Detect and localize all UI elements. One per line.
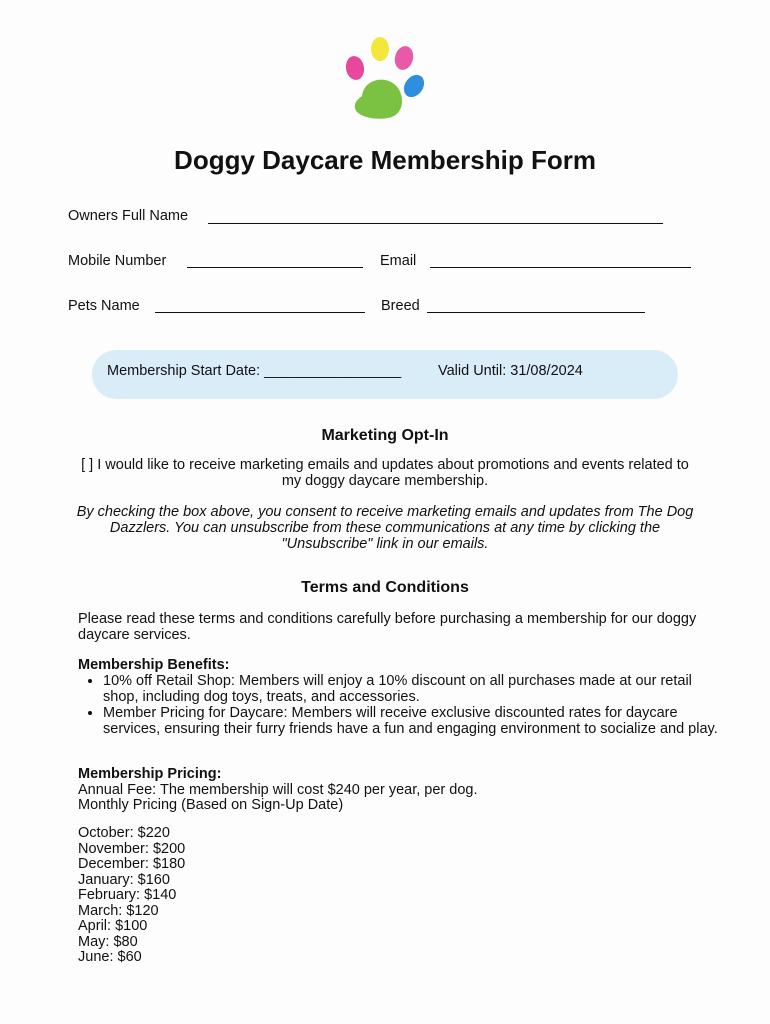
owners-full-name-field[interactable] — [208, 223, 663, 224]
pets-name-field[interactable] — [155, 312, 365, 313]
paw-print-icon — [342, 34, 428, 126]
benefits-list — [78, 673, 723, 737]
list-item: • Member Pricing for Daycare: Members will receive exclusive discounted rates for daycare services, ensuring their furry friends have a fun and engaging environment to socialize and play. — [103, 705, 723, 737]
pets-name-label: Pets Name — [68, 298, 140, 314]
email-label: Email — [380, 253, 417, 269]
breed-field[interactable] — [427, 312, 645, 313]
membership-start-date[interactable]: Membership Start Date: _________________ — [107, 363, 402, 379]
monthly-pricing-heading: Monthly Pricing (Based on Sign-Up Date) — [78, 797, 344, 813]
list-item: April: $100 — [78, 918, 148, 934]
list-item: October: $220 — [78, 825, 170, 841]
list-item: • 10% off Retail Shop: Members will enjoy a 10% discount on all purchases made at our retail shop, including dog toys, treats, and accessories. — [103, 673, 723, 705]
list-item: December: $180 — [78, 856, 186, 872]
list-item: March: $120 — [78, 902, 159, 919]
list-item: January: $160 — [78, 871, 170, 888]
email-field[interactable] — [430, 267, 691, 268]
marketing-heading: Marketing Opt-In — [321, 427, 449, 444]
terms-heading: Terms and Conditions — [301, 579, 469, 596]
list-item: June: $60 — [78, 949, 142, 965]
pricing-heading: Membership Pricing: — [78, 766, 222, 782]
monthly-price-list — [78, 826, 185, 966]
benefits-heading: Membership Benefits: — [78, 657, 230, 673]
annual-fee: Annual Fee: The membership will cost $240 per year, per dog. — [78, 782, 478, 798]
mobile-number-label: Mobile Number — [68, 253, 167, 269]
marketing-consent-text: By checking the box above, you consent to receive marketing emails and updates from The Dog Dazzlers. You can unsubscribe from these communications at any time by clicking the "Unsubscribe" link in our emails. — [76, 504, 694, 552]
list-item: November: $200 — [78, 840, 186, 857]
page-title: Doggy Daycare Membership Form — [174, 145, 596, 175]
breed-label: Breed — [381, 298, 420, 314]
terms-intro: Please read these terms and conditions carefully before purchasing a membership for our doggy daycare services. — [78, 611, 697, 643]
list-item: May: $80 — [78, 933, 138, 950]
owners-full-name-label: Owners Full Name — [68, 208, 189, 224]
marketing-optin-checkbox[interactable]: [ ] I would like to receive marketing emails and updates about promotions and events related to my doggy daycare membership. — [81, 457, 689, 489]
valid-until: Valid Until: 31/08/2024 — [438, 363, 583, 379]
mobile-number-field[interactable] — [187, 267, 363, 268]
list-item: February: $140 — [78, 887, 177, 903]
